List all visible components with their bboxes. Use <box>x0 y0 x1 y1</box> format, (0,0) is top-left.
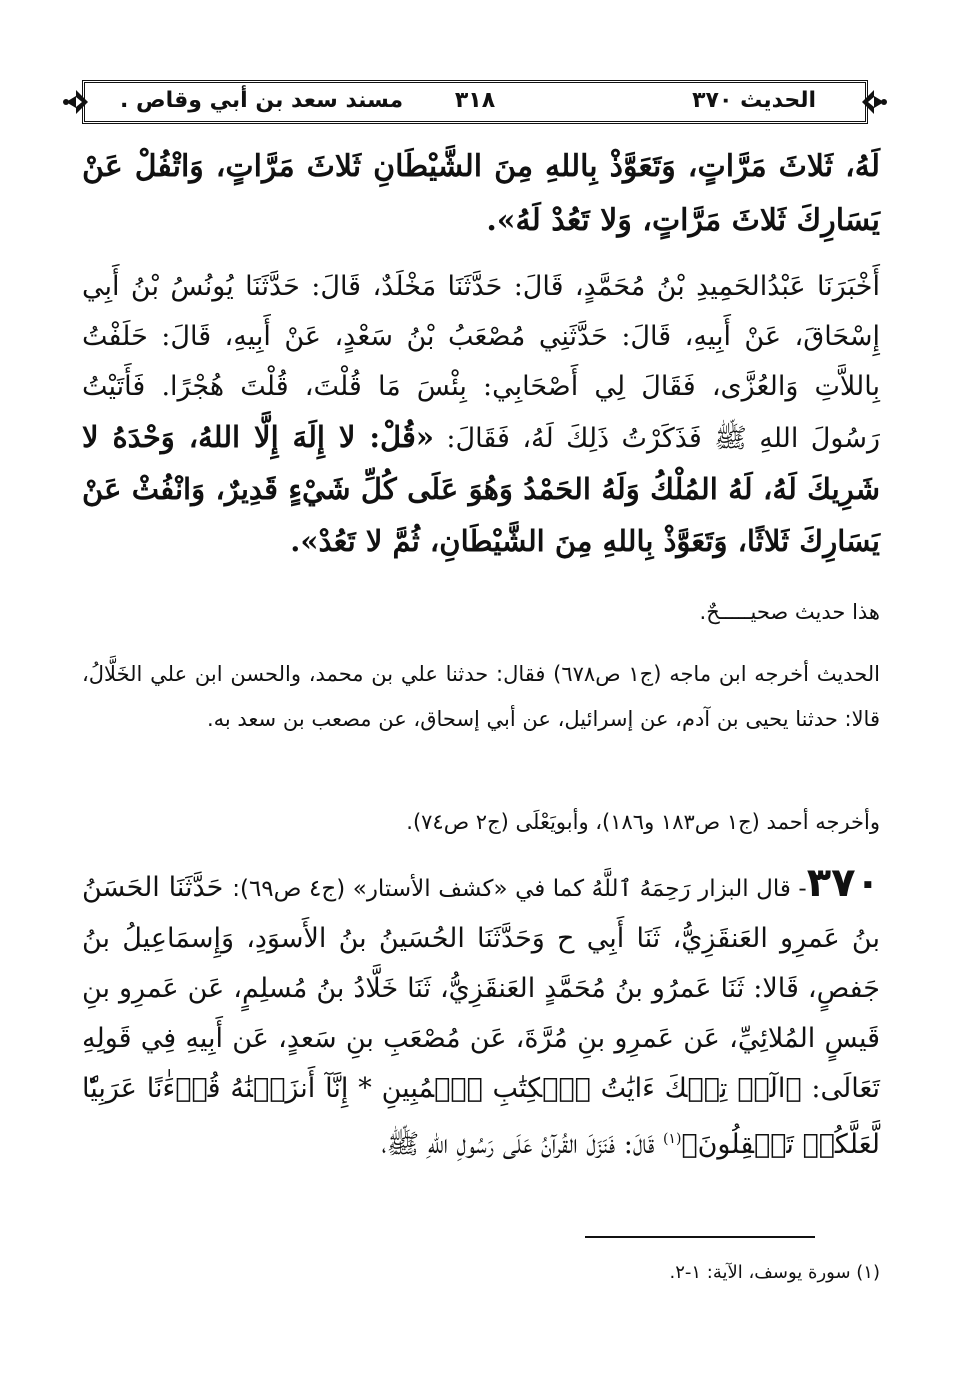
paragraph-1: لَهُ، ثَلاثَ مَرَّاتٍ، وَتَعَوَّذْ بِاللهِ مِنَ الشَّيْطَانِ ثَلاثَ مَرَّاتٍ، وَاتْفُلْ عَنْ يَسَارِكَ ثَلاثَ مَرَّاتٍ، وَلا تَعُدْ لَهُ». <box>82 149 880 238</box>
paragraph-2 <box>82 262 880 568</box>
hadith-370-number: ٣٧٠ <box>806 860 880 906</box>
book-title: مسند سعد بن أبي وقاص . <box>120 88 404 113</box>
takhrij-paragraph: الحديث أخرجه ابن ماجه (ج١ ص٦٧٨) فقال: حدثنا علي بن محمد، والحسن ابن علي الخَلَّالُ، قالا: حدثنا يحيى بن آدم، عن إسرائيل، عن أبي إسحاق، عن مصعب بن سعد به. <box>82 662 880 731</box>
hadith-number: الحديث ٣٧٠ <box>692 88 816 113</box>
hadith-370-intro: - قال البزار رَحِمَهُ ٱللَّهُ كما في «كشف الأستار» (ج٤ ص٦٩): <box>232 876 807 902</box>
hadith-370-tail: قَالَ: فَنَزَلَ القُرآنُ عَلَى رَسُولِ اللهِ ﷺ، <box>381 1129 655 1160</box>
page-number: ٣١٨ <box>454 88 496 113</box>
hadith-370-body: حَدَّثَنَا الحَسَنُ بنُ عَمرِو العَنقَزِيُّ، ثَنَا أَبِي ح وَحَدَّثَنَا الحُسَينُ بنُ الأَسوَدِ، وَإِسمَاعِيلُ بنُ جَفصٍ، قَالا: ثَنَا عَمرُو بنُ مُحَمَّدٍ العَنقَزِيُّ، ثَنَا خَلَّادُ بنُ مُسلِمٍ، عَن عَمرِو بنِ قَيسٍ المُلائِيِّ، عَن عَمرِو بنِ مُرَّةَ، عَن مُصْعَبِ بنِ سَعدٍ، عَن أَبِيهِ فِي قَولِهِ تَعَالَى: ﴿الٓرۚ تِلۡكَ ءَايَٰتُ ٱلۡكِتَٰبِ ٱلۡمُبِينِ * إِنَّآ أَنزَلۡنَٰهُ قُرۡءَٰنًا عَرَبِيّٗا لَّعَلَّكُمۡ تَعۡقِلُونَ﴾ <box>82 872 880 1160</box>
ornament-right-icon <box>860 84 890 120</box>
paragraph-2-prophet-saying: «قُلْ: لا إِلَهَ إِلَّا اللهُ، وَحْدَهُ لا شَرِيكَ لَهُ، لَهُ المُلْكُ وَلَهُ الحَمْدُ وَهُوَ عَلَى كُلِّ شَيْءٍ قَدِيرٌ، وَانْفُثْ عَنْ يَسَارِكَ ثَلاثًا، وَتَعَوَّذْ بِاللهِ مِنَ الشَّيْطَانِ، ثُمَّ لا تَعُدْ». <box>82 420 880 558</box>
takhrij-paragraph-2: وأخرجه أحمد (ج١ ص١٨٣ و١٨٦)، وأبويَعْلَى (ج٢ ص٧٤). <box>406 810 880 834</box>
footnote-1: (١) سورة يوسف، الآية: ١-٢. <box>669 1262 880 1283</box>
grading-note: هذا حديث صحيـــــحٌ. <box>699 600 880 624</box>
paragraph-2-text: أَخْبَرَنَا عَبْدُالحَمِيدِ بْنُ مُحَمَّدٍ، قَالَ: حَدَّثَنَا مَخْلَدٌ، قَالَ: حَدَّثَنَا يُونُسُ بْنُ أَبِي إِسْحَاقَ، عَنْ أَبِيهِ، قَالَ: حَدَّثَنِي مُصْعَبُ بْنُ سَعْدٍ، عَنْ أَبِيهِ، قَالَ: حَلَفْتُ بِاللاَّتِ وَالعُزَّى، فَقَالَ لِي أَصْحَابِي: بِئْسَ مَا قُلْتَ، قُلْتَ هُجْرًا. فَأَتَيْتُ رَسُولَ اللهِ ﷺ فَذَكَرْتُ ذَلِكَ لَهُ، فَقَالَ: <box>82 271 880 454</box>
footnote-divider <box>585 1236 815 1238</box>
footnote-ref: (١) <box>662 1131 682 1147</box>
page-header <box>60 80 890 124</box>
hadith-370 <box>82 858 880 1170</box>
